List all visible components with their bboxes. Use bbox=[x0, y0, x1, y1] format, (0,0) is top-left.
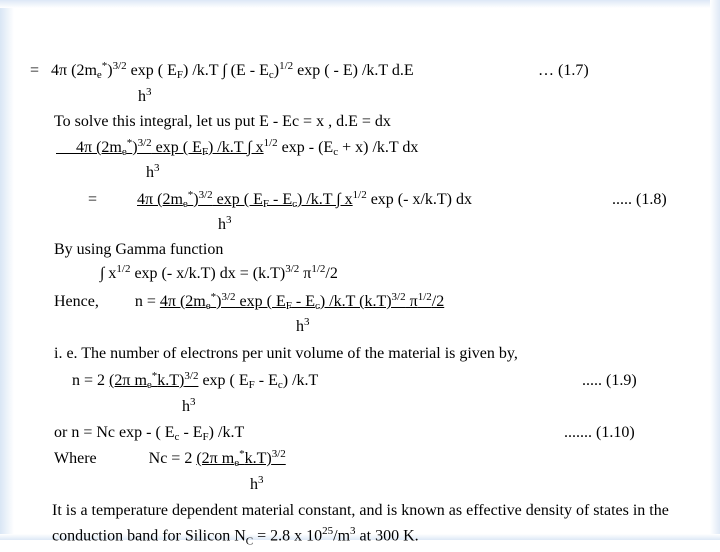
denominator-h3: $h^3$ bbox=[182, 396, 196, 415]
hence-equation: Hence, n = 4π $(2m_e^*)^{3/2}$ exp ( $E_F - E_c$) /k.T $(k.T)^{3/2}$ $\pi^{1/2}/2$ bbox=[54, 291, 445, 312]
gamma-integral: ∫ $x^{1/2}$ exp (- x/k.T) dx = $(k.T)^{3/2}$ $\pi^{1/2}/2$ bbox=[100, 263, 338, 282]
denominator-h3: $h^3$ bbox=[250, 474, 264, 493]
denominator-h3: $h^3$ bbox=[296, 316, 310, 335]
equation-1-8: = 4π $(2m_e^*)^{3/2}$ exp ( $E_F - E_c$) /k.T ∫ $x^{1/2}$ exp (- x/k.T) dx bbox=[88, 189, 473, 210]
equation-number-1-7: … (1.7) bbox=[538, 62, 589, 79]
frame-right-border bbox=[710, 0, 720, 540]
equation-1-9: n = 2 (2π $m_e^*k.T)^{3/2}$ exp ( $E_F - E_c$) /k.T bbox=[72, 370, 319, 391]
equation-number-1-9: ..... (1.9) bbox=[582, 372, 637, 389]
denominator-h3: $h^3$ bbox=[138, 86, 152, 105]
denominator-h3: $h^3$ bbox=[146, 162, 160, 181]
substitution-text: To solve this integral, let us put E - Ec = x , d.E = dx bbox=[54, 113, 391, 130]
frame-left-border bbox=[0, 0, 14, 540]
equation-1-7: = 4π $(2m_e^*)^{3/2}$ exp ( $E_F$) /k.T ∫ $(E - E_c)^{1/2}$ exp ( - E) /k.T d.E bbox=[30, 60, 414, 81]
equation-substituted: 4π $(2m_e^*)^{3/2}$ exp ( $E_F$) /k.T ∫ $x^{1/2}$ $\exp - (E_c + x)$ /k.T dx bbox=[76, 137, 419, 158]
frame-top-border bbox=[0, 0, 720, 8]
gamma-function-text: By using Gamma function bbox=[54, 241, 224, 258]
equals-sign: = bbox=[30, 62, 40, 79]
equation-number-1-8: ..... (1.8) bbox=[612, 191, 667, 208]
equation-1-10: or n = Nc exp - ( $E_c - E_F$) /k.T bbox=[54, 424, 245, 443]
effective-density-paragraph: It is a temperature dependent material constant, and is known as effective density of states in the conduction band for Silicon $N_C = 2.8$ x $10^{25}/m^3$ at 300 K. bbox=[52, 502, 669, 548]
where-equation: Where Nc = 2 (2π $m_e^*k.T)^{3/2}$ bbox=[54, 448, 286, 469]
denominator-h3: $h^3$ bbox=[218, 214, 232, 233]
electron-density-text: i. e. The number of electrons per unit volume of the material is given by, bbox=[54, 345, 518, 362]
equation-number-1-10: ....... (1.10) bbox=[564, 424, 635, 441]
